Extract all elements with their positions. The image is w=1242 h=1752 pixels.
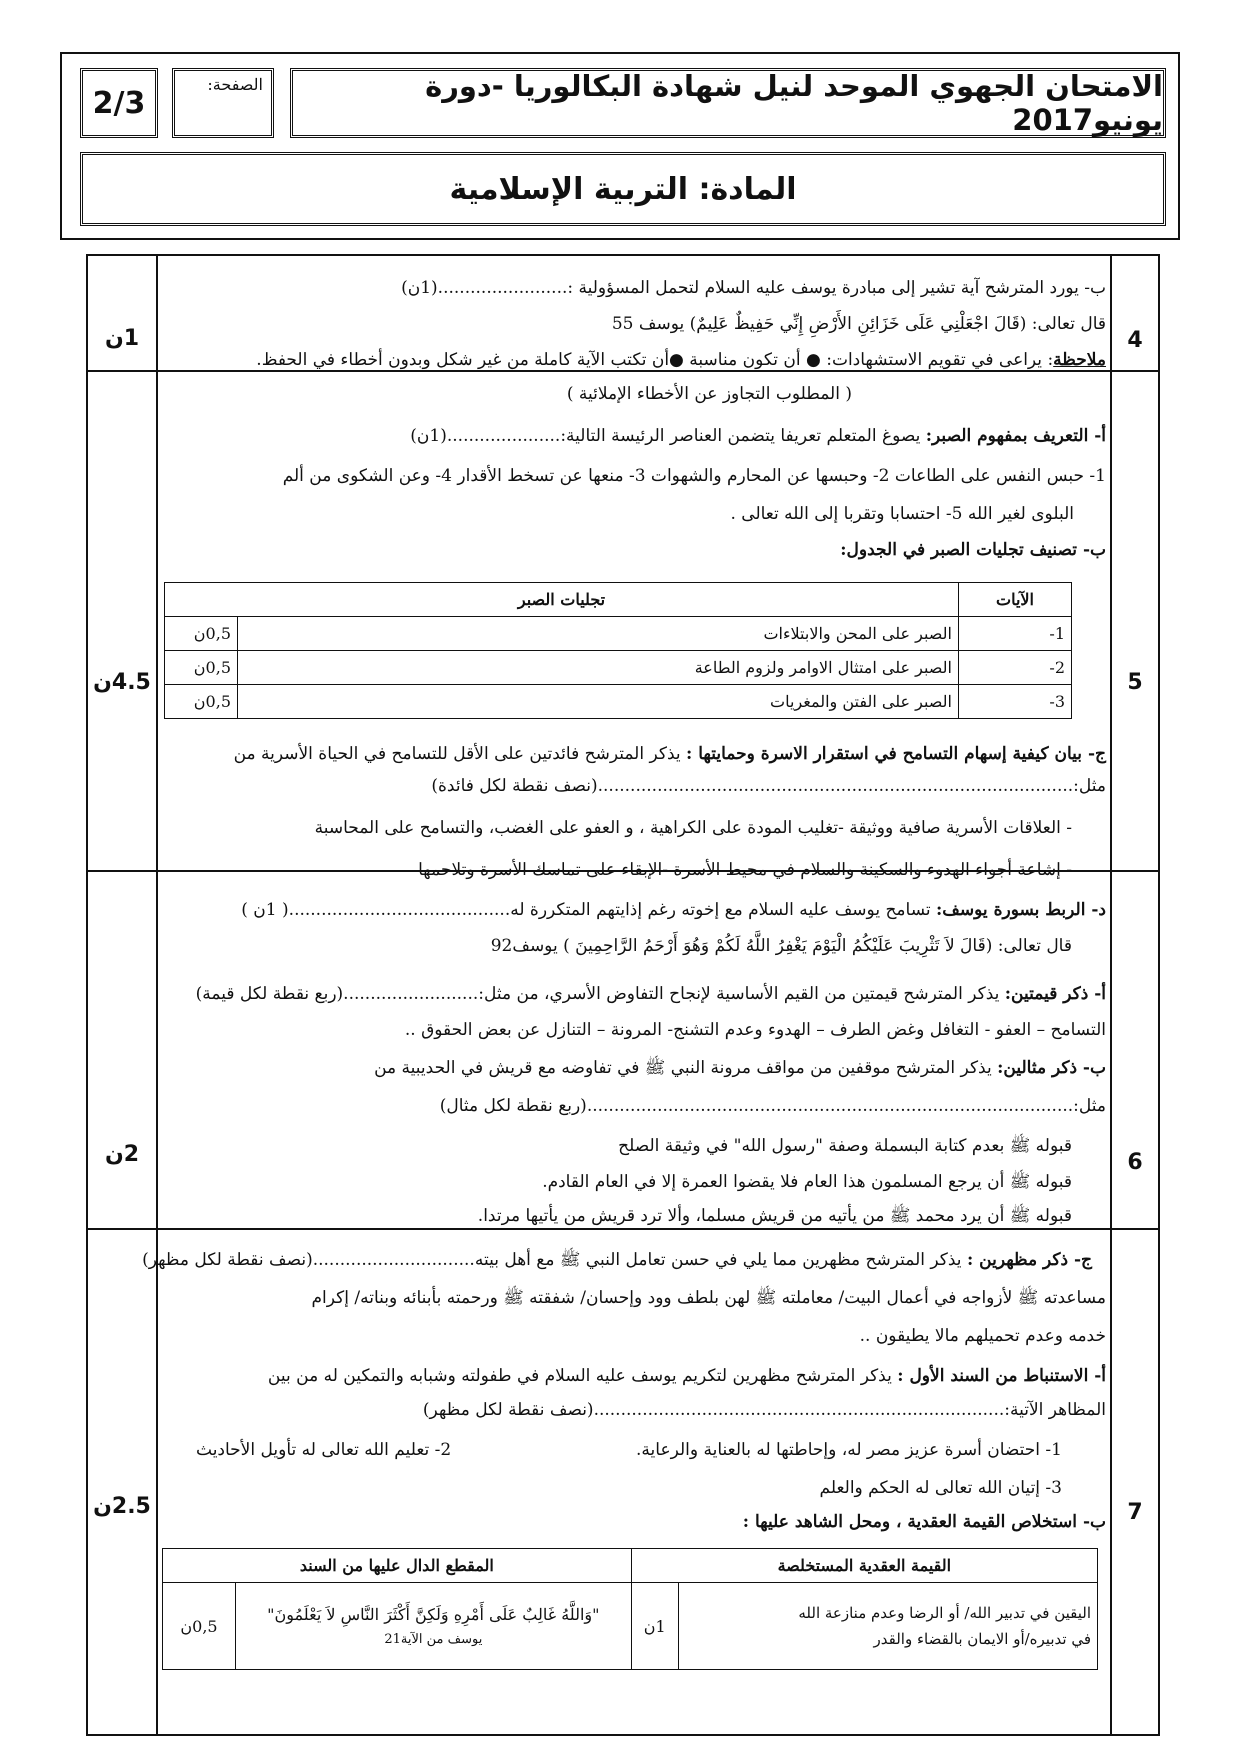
q5-c-text: يذكر المترشح فائدتين على الأقل للتسامح في الحياة الأسرية من [233,744,681,764]
q5-a-l1: 1- حبس النفس على الطاعات 2- وحبسها عن المحارم والشهوات 3- منعها عن تسخط الأقدار 4- وعن الشكوى من ألم [282,466,1106,486]
row-num: 3- [959,685,1072,719]
value-text-2: في تدبيره/أو الايمان بالقضاء والقدر [873,1630,1091,1648]
row-score: 0,5ن [165,651,238,685]
q7-a-item-1: 1- احتضان أسرة عزيز مصر له، وإحاطتها له بالعناية والرعاية. [636,1440,1062,1460]
q6-a-text: يذكر المترشح قيمتين من القيم الأساسية لإنجاح التفاوض الأسري، من مثل:.........................(ربع نقطة لكل قيمة) [195,984,1000,1004]
question-score: 2ن [104,1142,140,1167]
q6-b-line [374,1058,1106,1078]
verse-score: 0,5ن [163,1583,236,1670]
question-number: 4 [1127,328,1143,353]
q5-a-line [410,426,1106,446]
verse-cell [236,1583,632,1670]
q5-d-text: تسامح يوسف عليه السلام مع إخوته رغم إذايتهم المتكررة له.........................................( 1ن ) [241,900,931,920]
q7-a-title: أ- الاستنباط من السند الأول : [897,1366,1106,1386]
q5-c-title: ج- بيان كيفية إسهام التسامح في استقرار الاسرة وحمايتها : [686,744,1106,764]
exam-title: الامتحان الجهوي الموحد لنيل شهادة البكالوريا -دورة يونيو2017 [425,69,1163,137]
value-cell [678,1583,1097,1670]
q6-c-l2: مساعدته ﷺ لأزواجه في أعمال البيت/ معاملته ﷺ لهن بلطف وود وإحسان/ شفقته ﷺ ورحمته بأبنائه وبناته/ إكرام [311,1288,1106,1308]
q6-b-l2: مثل:..........................................................................................(ربع نقطة لكل مثال) [439,1096,1106,1116]
question-number: 5 [1127,670,1143,695]
table-row [165,617,1072,651]
q5-c-line [234,744,1106,764]
score-column-divider [156,254,158,1736]
table-head-verses: الآيات [959,583,1072,617]
q5-table [164,582,1072,719]
q7-a-l2: المظاهر الآتية:............................................................................(نصف نقطة لكل مظهر) [422,1400,1106,1420]
table-head-value: القيمة العقدية المستخلصة [631,1549,1097,1583]
q6-a-line [196,984,1106,1004]
question-score: 2.5ن [93,1494,151,1519]
q6-a-l2: التسامح – العفو - التغافل وغض الطرف – الهدوء وعدم التشنج- المرونة – التنازل عن بعض الحقوق .. [404,1020,1106,1040]
value-text-1: اليقين في تدبير الله/ أو الرضا وعدم منازعة الله [798,1604,1091,1622]
row-num: 1- [959,617,1072,651]
row-divider [86,1228,1160,1230]
q7-table [162,1548,1098,1670]
page-number: 2/3 [92,85,146,121]
subject-title: المادة: التربية الإسلامية [449,171,797,207]
q7-b-title: ب- استخلاص القيمة العقدية ، ومحل الشاهد عليها : [742,1512,1106,1532]
row-divider [86,370,1160,372]
q4-note-2: ( المطلوب التجاوز عن الأخطاء الإملائية ) [566,384,852,404]
q6-a-title: أ- ذكر قيمتين: [1004,984,1106,1004]
verse-ref: يوسف من الآية21 [384,1632,483,1647]
question-number: 7 [1127,1500,1143,1525]
q5-a-text: يصوغ المتعلم تعريفا يتضمن العناصر الرئيسة التالية:.....................(1ن) [410,426,921,446]
page-label: الصفحة: [207,75,263,94]
q7-a-line [268,1366,1106,1386]
row-score: 0,5ن [165,685,238,719]
page-number-box [80,68,158,138]
q4-line-1: ب- يورد المترشح آية تشير إلى مبادرة يوسف عليه السلام لتحمل المسؤولية :........................(1ن) [401,278,1106,298]
q5-d-verse: قال تعالى: (قَالَ لاَ تَثْرِيبَ عَلَيْكُمُ الْيَوْمَ يَغْفِرُ اللَّهُ لَكُمْ وَهُوَ أَرْحَمُ الرَّاحِمِينَ ) يوسف92 [490,936,1072,956]
q5-c-l2: مثل:........................................................................................(نصف نقطة لكل فائدة) [431,776,1106,796]
subject-box [80,152,1166,226]
q6-b-example-1: قبوله ﷺ بعدم كتابة البسملة وصفة "رسول الله" في وثيقة الصلح [618,1136,1072,1156]
question-score: 4.5ن [93,670,151,695]
q6-b-example-3: قبوله ﷺ أن يرد محمد ﷺ من يأتيه من قريش مسلما، وألا ترد قريش من يأتيها مرتدا. [477,1206,1072,1226]
exam-title-box [290,68,1166,138]
table-head-manifestations: تجليات الصبر [165,583,959,617]
row-text: الصبر على المحن والابتلاءات [238,617,959,651]
q4-verse: قال تعالى: (قَالَ اجْعَلْنِي عَلَى خَزَائِنِ الأَرْضِ إِنِّي حَفِيظٌ عَلِيمٌ) يوسف 55 [611,314,1106,334]
table-row [165,685,1072,719]
q5-a-l2: البلوى لغير الله 5- احتسابا وتقربا إلى الله تعالى . [730,504,1074,524]
row-text: الصبر على الفتن والمغريات [238,685,959,719]
table-head-excerpt: المقطع الدال عليها من السند [163,1549,632,1583]
question-score: 1ن [104,326,140,351]
q6-b-example-2: قبوله ﷺ أن يرجع المسلمون هذا العام فلا يقضوا العمرة إلا في العام القادم. [542,1172,1072,1192]
q5-c-bullet-1: - العلاقات الأسرية صافية ووثيقة -تغليب المودة على الكراهية ، و العفو على الغضب، والتسامح على المحاسبة [314,818,1072,838]
q7-a-item-3: 3- إتيان الله تعالى له الحكم والعلم [819,1478,1062,1498]
q6-c-l3: خدمه وعدم تحميلهم مالا يطيقون .. [859,1326,1106,1346]
q6-c-text: يذكر المترشح مظهرين مما يلي في حسن تعامل النبي ﷺ مع أهل بيته..............................(نصف نقطة لكل مظهر) [142,1250,962,1270]
note-text: : يراعى في تقويم الاستشهادات: ● أن تكون مناسبة ●أن تكتب الآية كاملة من غير شكل وبدون أخطاء في الحفظ. [256,350,1054,370]
note-label: ملاحظة [1053,350,1106,370]
q5-c-bullet-2: - إشاعة أجواء الهدوء والسكينة والسلام في محيط الأسرة -الإبقاء على تماسك الأسرة وتلاحمها [418,860,1072,880]
row-num: 2- [959,651,1072,685]
q5-d-title: د- الربط بسورة يوسف: [936,900,1106,920]
q5-a-title: أ- التعريف بمفهوم الصبر: [925,426,1106,446]
q6-b-text: يذكر المترشح موقفين من مواقف مرونة النبي ﷺ في تفاوضه مع قريش في الحديبية من [374,1058,992,1078]
q7-a-text: يذكر المترشح مظهرين لتكريم يوسف عليه السلام في طفولته وشبابه والتمكين له من بين [267,1366,892,1386]
q4-note [256,350,1106,370]
table-row [165,651,1072,685]
question-number: 6 [1127,1150,1143,1175]
row-text: الصبر على امتثال الاوامر ولزوم الطاعة [238,651,959,685]
q5-b-title: ب- تصنيف تجليات الصبر في الجدول: [840,540,1106,560]
q7-a-item-2: 2- تعليم الله تعالى له تأويل الأحاديث [196,1440,452,1460]
q6-c-line [142,1250,1092,1270]
verse-text: "وَاللَّهُ غَالِبٌ عَلَى أَمْرِهِ وَلَكِنَّ أَكْثَرَ النَّاسِ لاَ يَعْلَمُونَ" [267,1605,600,1624]
row-score: 0,5ن [165,617,238,651]
q6-c-title: ج- ذكر مظهرين : [966,1250,1092,1270]
q6-b-title: ب- ذكر مثالين: [997,1058,1106,1078]
value-score: 1ن [631,1583,678,1670]
q5-d-line [241,900,1106,920]
page-label-box [172,68,274,138]
table-row [163,1583,1098,1670]
